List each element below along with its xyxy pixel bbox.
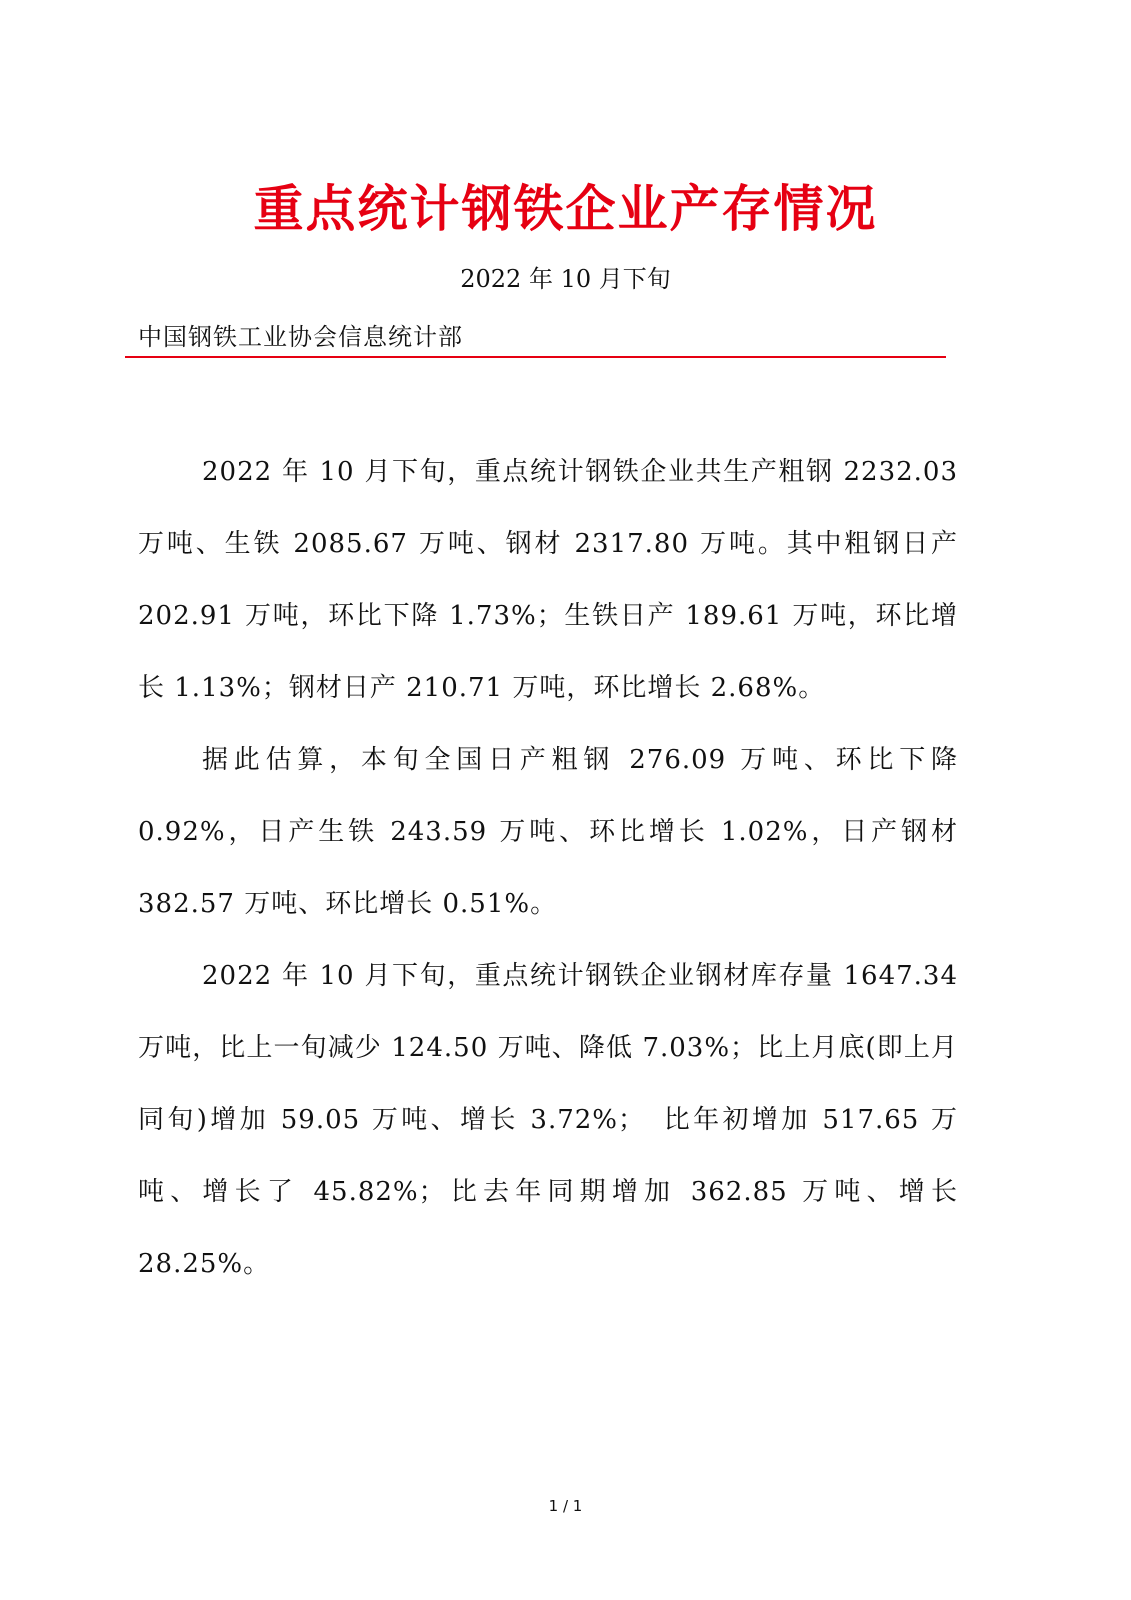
organization-name: 中国钢铁工业协会信息统计部 xyxy=(138,323,463,351)
date-line: 2022 年 10 月下旬 xyxy=(460,265,671,293)
page-number: 1 / 1 xyxy=(548,1497,583,1515)
document-title: 重点统计钢铁企业产存情况 xyxy=(253,180,878,238)
document-body xyxy=(138,436,958,1300)
paragraph-national-estimate: 据此估算，本旬全国日产粗钢 276.09 万吨、环比下降 0.92%，日产生铁 243.59 万吨、环比增长 1.02%，日产钢材 382.57 万吨、环比增长 0.51%。 xyxy=(138,745,958,919)
paragraph-inventory: 2022 年 10 月下旬，重点统计钢铁企业钢材库存量 1647.34 万吨，比上一旬减少 124.50 万吨、降低 7.03%；比上月底(即上月同旬)增加 59.05 万吨、增长 3.72%； 比年初增加 517.65 万吨、增长了 45.82%；比去年同期增加 362.85 万吨、增长 28.25%。 xyxy=(138,961,958,1279)
paragraph-production: 2022 年 10 月下旬，重点统计钢铁企业共生产粗钢 2232.03 万吨、生铁 2085.67 万吨、钢材 2317.80 万吨。其中粗钢日产 202.91 万吨，环比下降 1.73%；生铁日产 189.61 万吨，环比增长 1.13%；钢材日产 210.71 万吨，环比增长 2.68%。 xyxy=(138,457,958,703)
header-rule xyxy=(125,356,946,358)
